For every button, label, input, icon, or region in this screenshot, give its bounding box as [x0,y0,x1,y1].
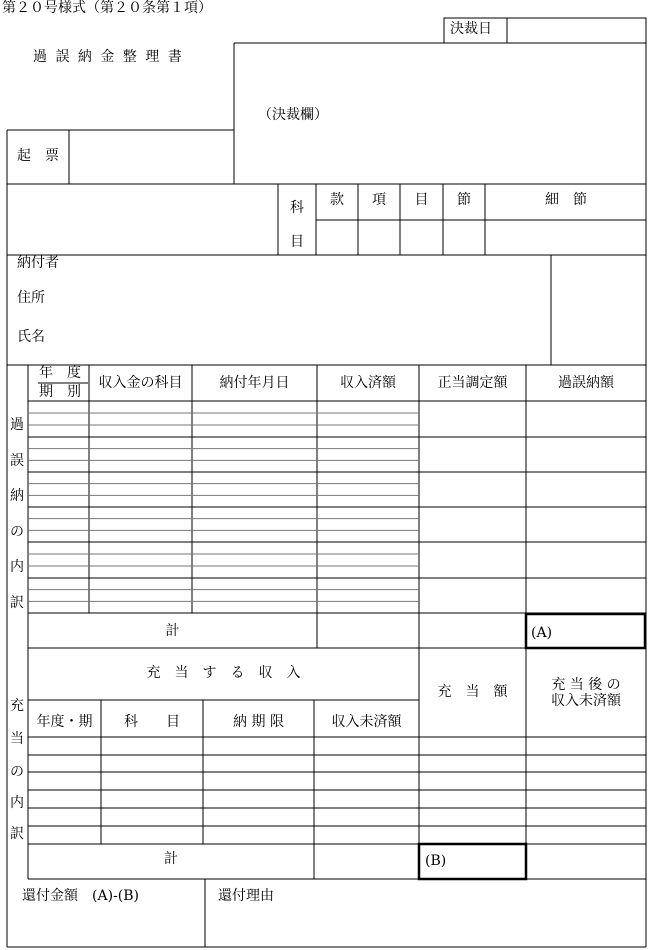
alloc-header-after-2: 収入未済額 [551,693,621,709]
form-label: 第２０号様式（第２０条第１項） [2,0,212,16]
overpay-side-char: 誤 [10,453,24,469]
originator-label: 起 票 [17,148,59,164]
overpay-header-paydate: 納付年月日 [219,375,290,391]
overpay-header-overpaid: 過誤納額 [558,375,614,391]
overpay-total-label: 計 [165,623,180,639]
overpay-header-subject: 収入金の科目 [98,375,183,391]
address-label: 住所 [17,290,45,306]
account-head-saisetsu: 細 節 [545,192,587,208]
overpay-side-char: 納 [10,488,24,504]
alloc-header-due: 納 期 限 [233,714,284,730]
alloc-side-char: 当 [10,731,24,747]
overpay-side-char: の [10,524,24,540]
refund-amount-field[interactable] [8,906,203,946]
approval-date-field[interactable] [507,19,645,41]
alloc-header-subject: 科 目 [124,714,180,730]
alloc-header-after-1: 充 当 後 の [551,677,621,693]
account-head-kan: 款 [330,192,344,208]
refund-reason-field[interactable] [205,906,645,946]
address-field[interactable] [60,284,548,312]
name-field[interactable] [60,322,548,350]
overpay-side-char: 過 [10,417,24,433]
alloc-side-char: 訳 [10,826,24,842]
overpay-side-char: 内 [10,559,24,575]
alloc-side-char: 充 [10,698,24,714]
year-term-header-1: 年 度 [39,365,81,381]
account-head-moku: 目 [414,192,429,208]
account-label-char: 目 [290,234,304,250]
alloc-total-label: 計 [164,851,178,867]
name-label: 氏名 [17,329,45,345]
approval-column-label: （決裁欄） [258,107,328,123]
alloc-group-label: 充 当 す る 収 入 [146,665,301,681]
refund-amount-label: 還付金額 (A)-(B) [22,888,139,904]
account-head-kou: 項 [372,192,386,208]
alloc-header-year: 年度・期 [36,714,93,730]
overpay-header-received: 収入済額 [340,375,396,391]
approval-date-label: 決裁日 [450,21,492,37]
account-head-setsu: 節 [457,192,471,208]
alloc-header-amount: 充 当 額 [437,684,508,700]
refund-reason-label: 還付理由 [218,888,274,904]
document-title: 過 誤 納 金 整 理 書 [33,49,184,65]
payer-label: 納付者 [17,255,59,271]
total-a-mark: (A) [531,625,553,641]
overpay-header-correct: 正当調定額 [437,375,508,391]
alloc-side-char: 内 [10,795,24,811]
alloc-side-char: の [10,764,24,780]
year-term-header-2: 期 別 [39,384,81,400]
approval-field[interactable] [235,44,645,184]
total-b-mark: (B) [425,853,447,869]
originator-field[interactable] [69,131,234,184]
alloc-header-unpaid: 収入未済額 [331,714,402,730]
overpay-side-char: 訳 [10,595,24,611]
account-label-char: 科 [290,200,304,216]
